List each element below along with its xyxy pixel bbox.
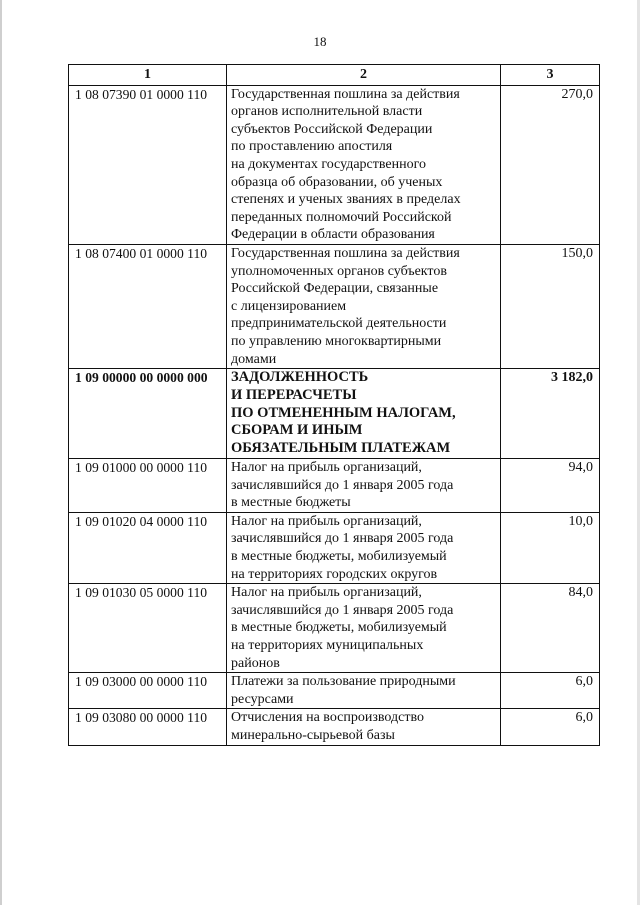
table-row: [69, 512, 600, 583]
row-name-line: предпринимательской деятельности: [231, 316, 447, 332]
row-name-line: домами: [231, 351, 277, 367]
row-name-line: ОБЯЗАТЕЛЬНЫМ ПЛАТЕЖАМ: [231, 440, 451, 457]
row-name-line: по управлению многоквартирными: [231, 333, 442, 349]
row-name-line: субъектов Российской Федерации: [231, 121, 433, 137]
row-name-line: ПО ОТМЕНЕННЫМ НАЛОГАМ,: [231, 404, 456, 421]
row-amount-cell: 150,0: [501, 244, 600, 368]
row-name-line: в местные бюджеты, мобилизуемый: [231, 620, 447, 636]
row-name-line: СБОРАМ И ИНЫМ: [231, 422, 363, 439]
row-name-line: Государственная пошлина за действия: [231, 245, 460, 261]
page-number: 18: [313, 34, 327, 49]
row-name-cell: [227, 244, 501, 368]
row-amount-cell: 10,0: [501, 512, 600, 583]
row-name-cell: [227, 369, 501, 459]
row-name-line: образца об образовании, об ученых: [231, 174, 443, 190]
table-row: [69, 584, 600, 673]
row-name-line: зачислявшийся до 1 января 2005 года: [231, 477, 454, 493]
budget-revenue-table: [68, 64, 600, 746]
row-code-cell: 1 08 07400 01 0000 110: [69, 244, 227, 368]
row-name-cell: [227, 709, 501, 745]
column-header-code: 1: [69, 65, 227, 86]
row-code-cell: 1 09 03080 00 0000 110: [69, 709, 227, 745]
row-name-line: с лицензированием: [231, 298, 347, 314]
row-name-cell: [227, 673, 501, 709]
row-name-line: на территориях городских округов: [231, 566, 438, 582]
row-amount-cell: 94,0: [501, 459, 600, 513]
row-name-line: зачислявшийся до 1 января 2005 года: [231, 531, 454, 547]
table-row: [69, 709, 600, 745]
row-amount-cell: 6,0: [501, 673, 600, 709]
row-code-cell: 1 09 00000 00 0000 000: [69, 369, 227, 459]
row-name-cell: [227, 512, 501, 583]
row-code-cell: 1 09 03000 00 0000 110: [69, 673, 227, 709]
row-name-line: в местные бюджеты: [231, 495, 351, 511]
row-code-cell: 1 08 07390 01 0000 110: [69, 85, 227, 244]
row-name-line: на документах государственного: [231, 156, 426, 172]
row-name-line: районов: [231, 655, 280, 671]
column-header-name: 2: [227, 65, 501, 86]
row-name-line: минерально-сырьевой базы: [231, 727, 395, 743]
row-amount-cell: 270,0: [501, 85, 600, 244]
table-row: [69, 459, 600, 513]
row-name-line: ресурсами: [231, 691, 294, 707]
row-amount-cell: 3 182,0: [501, 369, 600, 459]
row-amount-cell: 6,0: [501, 709, 600, 745]
row-code-cell: 1 09 01000 00 0000 110: [69, 459, 227, 513]
table-row: [69, 369, 600, 459]
row-name-line: Государственная пошлина за действия: [231, 86, 460, 102]
scan-edge-left: [0, 0, 2, 905]
row-name-line: уполномоченных органов субъектов: [231, 263, 447, 279]
row-name-cell: [227, 85, 501, 244]
row-name-line: ЗАДОЛЖЕННОСТЬ: [231, 369, 369, 386]
row-name-line: Налог на прибыль организаций,: [231, 585, 422, 601]
row-name-line: Налог на прибыль организаций,: [231, 460, 422, 476]
row-name-line: на территориях муниципальных: [231, 638, 424, 654]
column-header-amount: 3: [501, 65, 600, 86]
row-code-cell: 1 09 01030 05 0000 110: [69, 584, 227, 673]
table-row: [69, 673, 600, 709]
row-name-cell: [227, 459, 501, 513]
row-name-line: Налог на прибыль организаций,: [231, 513, 422, 529]
row-amount-cell: 84,0: [501, 584, 600, 673]
row-name-line: степенях и ученых званиях в пределах: [231, 192, 461, 208]
table-row: [69, 85, 600, 244]
row-name-cell: [227, 584, 501, 673]
row-name-line: Российской Федерации, связанные: [231, 281, 439, 297]
row-name-line: И ПЕРЕРАСЧЕТЫ: [231, 386, 357, 403]
row-code-cell: 1 09 01020 04 0000 110: [69, 512, 227, 583]
row-name-line: Федерации в области образования: [231, 227, 435, 243]
row-name-line: зачислявшийся до 1 января 2005 года: [231, 602, 454, 618]
table-row: [69, 244, 600, 368]
row-name-line: по проставлению апостиля: [231, 139, 393, 155]
row-name-line: Отчисления на воспроизводство: [231, 710, 424, 726]
header-row: [69, 65, 600, 86]
row-name-line: органов исполнительной власти: [231, 104, 423, 120]
row-name-line: переданных полномочий Российской: [231, 209, 452, 225]
row-name-line: Платежи за пользование природными: [231, 674, 456, 690]
row-name-line: в местные бюджеты, мобилизуемый: [231, 549, 447, 565]
